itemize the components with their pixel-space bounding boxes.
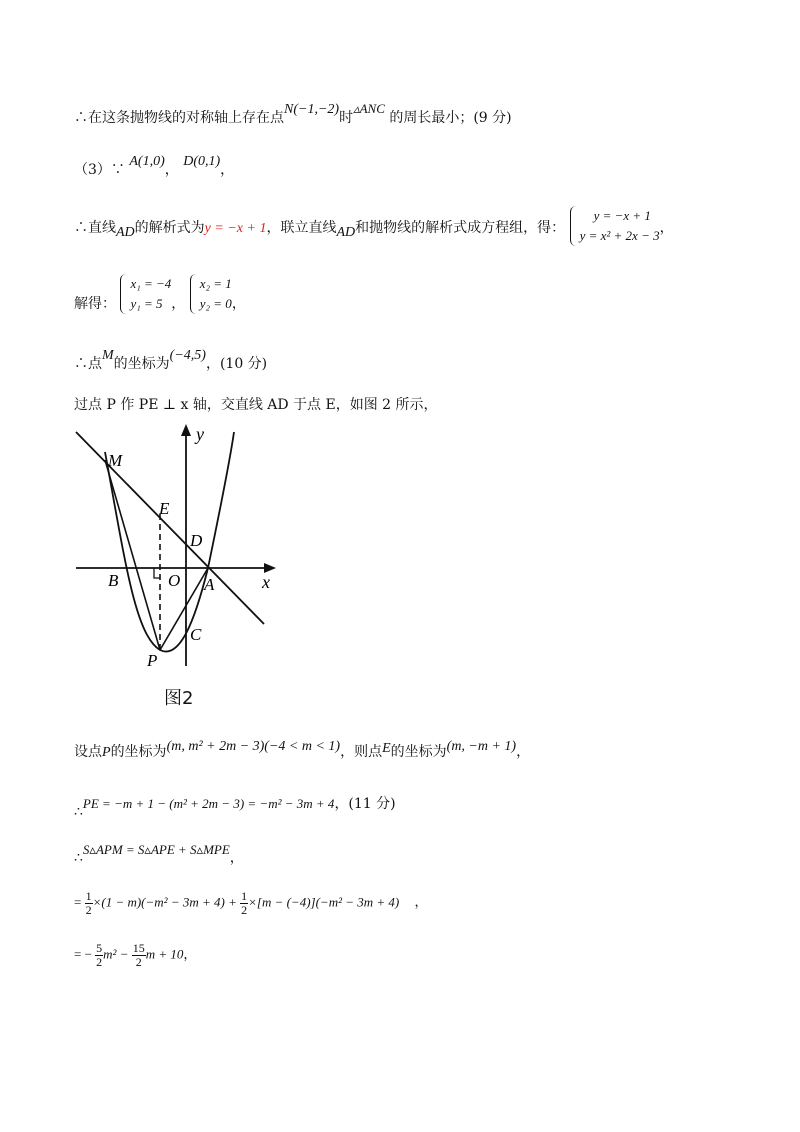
point-e-coords: (m, −m + 1)	[446, 739, 517, 754]
text: ，	[164, 162, 179, 178]
triangle-anc: ▵ANC	[353, 101, 385, 116]
math: M	[102, 348, 114, 363]
text: ∴点	[74, 356, 102, 372]
text: ∴	[74, 804, 83, 820]
point-a: A(1,0)	[129, 154, 165, 169]
text: ，	[229, 850, 244, 866]
text: ，	[231, 296, 246, 312]
numerator: 5	[96, 941, 103, 955]
line-equation-red: y = −x + 1	[204, 221, 267, 236]
text: ，(10 分)	[205, 356, 268, 372]
math: m + 10	[145, 946, 184, 962]
text-line-11	[74, 942, 196, 969]
label-b: B	[108, 571, 119, 590]
fraction-half	[85, 890, 93, 917]
text-line-8	[74, 794, 396, 820]
text-line-1	[74, 101, 512, 129]
brace	[120, 274, 129, 314]
label-p: P	[147, 651, 158, 670]
text: ，	[659, 220, 674, 236]
text: ，	[414, 894, 428, 910]
numerator: 1	[85, 889, 92, 903]
label-a: A	[204, 575, 215, 594]
parabola	[105, 432, 234, 652]
text-line-2	[74, 154, 235, 181]
pe-equation: PE = −m + 1 − (m² + 2m − 3) = −m² − 3m + 4	[82, 796, 335, 811]
label-y: y	[196, 424, 204, 444]
text: （3）∵	[74, 162, 125, 178]
text: 的周长最小；(9 分)	[389, 110, 512, 126]
text: ，	[220, 162, 235, 178]
line-ad	[76, 432, 264, 624]
denominator: 2	[85, 903, 92, 917]
math: ×(1 − m)(−m² − 3m + 4) +	[92, 894, 237, 910]
text: 设点	[74, 744, 102, 760]
denominator: 2	[241, 903, 248, 917]
label-o: O	[168, 571, 181, 590]
text-line-4	[74, 274, 246, 314]
system-row: y₁ = 5	[130, 296, 163, 311]
solution-2	[190, 274, 232, 314]
text: ，	[183, 946, 197, 962]
fraction	[95, 942, 103, 969]
text: 的坐标为	[390, 744, 447, 760]
text-line-6	[74, 395, 438, 415]
text-line-10	[74, 890, 428, 917]
label-d: D	[190, 531, 203, 550]
text: ∴在这条抛物线的对称轴上存在点	[74, 110, 284, 126]
text: ∴	[74, 850, 83, 866]
text: 的解析式为	[134, 220, 205, 236]
text: = −	[74, 946, 92, 962]
text: ，联立直线	[266, 220, 337, 236]
figure-2	[70, 420, 290, 710]
equation-system	[570, 206, 660, 246]
numerator: 1	[241, 889, 248, 903]
math: E	[382, 741, 391, 756]
point-p-coords: (m, m² + 2m − 3)(−4 < m < 1)	[166, 739, 341, 754]
text: 解得：	[74, 296, 116, 312]
system-row: x₁ = −4	[130, 276, 172, 291]
right-angle-mark	[154, 568, 160, 578]
denominator: 2	[96, 955, 103, 969]
y-axis-arrow	[181, 424, 191, 436]
math: ×[m − (−4)](−m² − 3m + 4)	[248, 894, 400, 910]
system-row: y = x² + 2x − 3	[579, 228, 660, 243]
point-d: D(0,1)	[183, 154, 221, 169]
text: ∴直线	[74, 220, 116, 236]
figure-caption: 图2	[164, 688, 194, 709]
brace	[570, 206, 579, 246]
system-row: x₂ = 1	[199, 276, 232, 291]
math: P	[102, 745, 111, 760]
math: AD	[116, 225, 135, 240]
label-e: E	[159, 499, 170, 518]
text: ，则点	[340, 744, 383, 760]
label-m: M	[108, 451, 123, 470]
solution-1	[120, 274, 171, 314]
system-row: y₂ = 0	[199, 296, 232, 311]
point-m: (−4,5)	[169, 348, 206, 363]
math: AD	[336, 225, 356, 240]
math: m² −	[103, 946, 129, 962]
brace	[190, 274, 199, 314]
system-row: y = −x + 1	[593, 208, 651, 223]
area-equation: S▵APM = S▵APE + S▵MPE	[82, 842, 230, 857]
fraction-half	[240, 890, 248, 917]
point-n: N(−1,−2)	[284, 102, 340, 117]
text-line-5	[74, 348, 268, 375]
label-c: C	[190, 625, 202, 644]
text: 过点 P 作 PE ⊥ x 轴，交直线 AD 于点 E，如图 2 所示，	[74, 397, 438, 413]
label-x: x	[262, 572, 270, 592]
text: 时	[339, 110, 354, 126]
text-line-3	[74, 208, 674, 248]
text: 的坐标为	[113, 356, 170, 372]
text-line-7	[74, 739, 531, 763]
text: 的坐标为	[110, 744, 167, 760]
text: ，	[516, 744, 531, 760]
denominator: 2	[135, 955, 142, 969]
text: ，(11 分)	[334, 796, 396, 812]
fraction	[132, 942, 146, 969]
text: ，	[171, 296, 186, 312]
text-line-9	[74, 840, 244, 866]
numerator: 15	[132, 941, 145, 955]
text: =	[74, 894, 82, 910]
text: 和抛物线的解析式成方程组，得：	[355, 220, 566, 236]
